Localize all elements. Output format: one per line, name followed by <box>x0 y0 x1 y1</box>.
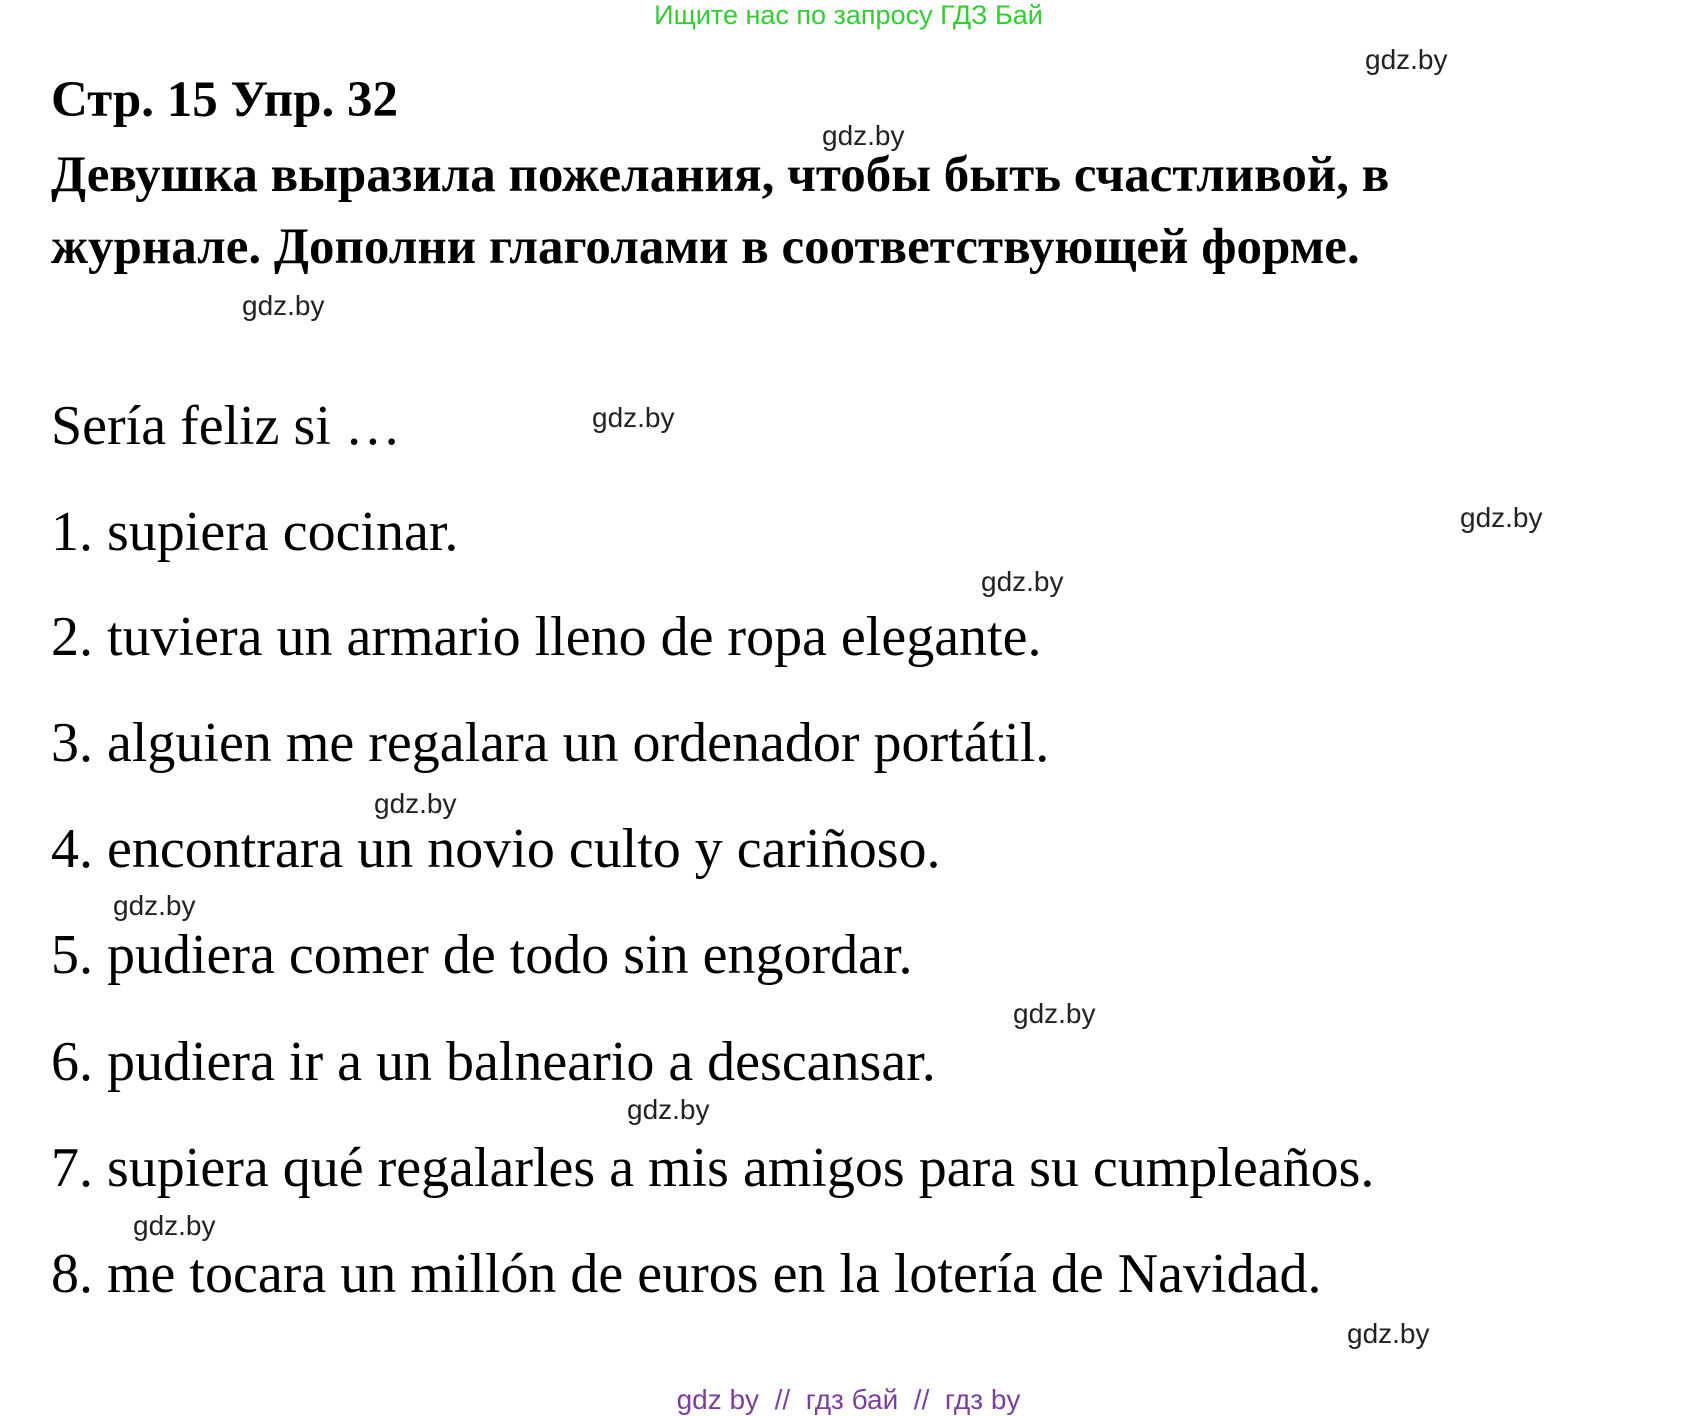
footer-links: gdz by // гдз бай // гдз by <box>676 1384 1021 1415</box>
answer-item-6: 6. pudiera ir a un balneario a descansar. <box>51 1031 936 1093</box>
page-title: Стр. 15 Упр. 32 <box>51 72 398 128</box>
task-description-line-1: Девушка выразила пожелания, чтобы быть счастливой, в <box>51 147 1390 203</box>
watermark: gdz.by <box>1365 44 1448 75</box>
answer-item-2: 2. tuviera un armario lleno de ropa elegante. <box>51 606 1042 668</box>
answer-item-7: 7. supiera qué regalarles a mis amigos para su cumpleaños. <box>51 1137 1375 1199</box>
watermark: gdz.by <box>1013 998 1096 1029</box>
watermark: gdz.by <box>113 890 196 921</box>
search-banner: Ищите нас по запросу ГДЗ Бай <box>654 0 1043 30</box>
watermark: gdz.by <box>1460 502 1543 533</box>
watermark: gdz.by <box>822 120 905 151</box>
watermark: gdz.by <box>242 290 325 321</box>
watermark: gdz.by <box>981 566 1064 597</box>
watermark: gdz.by <box>1347 1318 1430 1349</box>
watermark: gdz.by <box>592 402 675 433</box>
watermark: gdz.by <box>133 1210 216 1241</box>
answer-item-1: 1. supiera cocinar. <box>51 501 459 563</box>
watermark: gdz.by <box>374 788 457 819</box>
watermark: gdz.by <box>627 1094 710 1125</box>
answer-item-3: 3. alguien me regalara un ordenador portátil. <box>51 712 1050 774</box>
intro-phrase: Sería feliz si … <box>51 395 401 457</box>
answer-item-5: 5. pudiera comer de todo sin engordar. <box>51 924 913 986</box>
task-description-line-2: журнале. Дополни глаголами в соответствующей форме. <box>51 219 1360 275</box>
answer-item-4: 4. encontrara un novio culto y cariñoso. <box>51 818 941 880</box>
answer-item-8: 8. me tocara un millón de euros en la lotería de Navidad. <box>51 1243 1322 1305</box>
